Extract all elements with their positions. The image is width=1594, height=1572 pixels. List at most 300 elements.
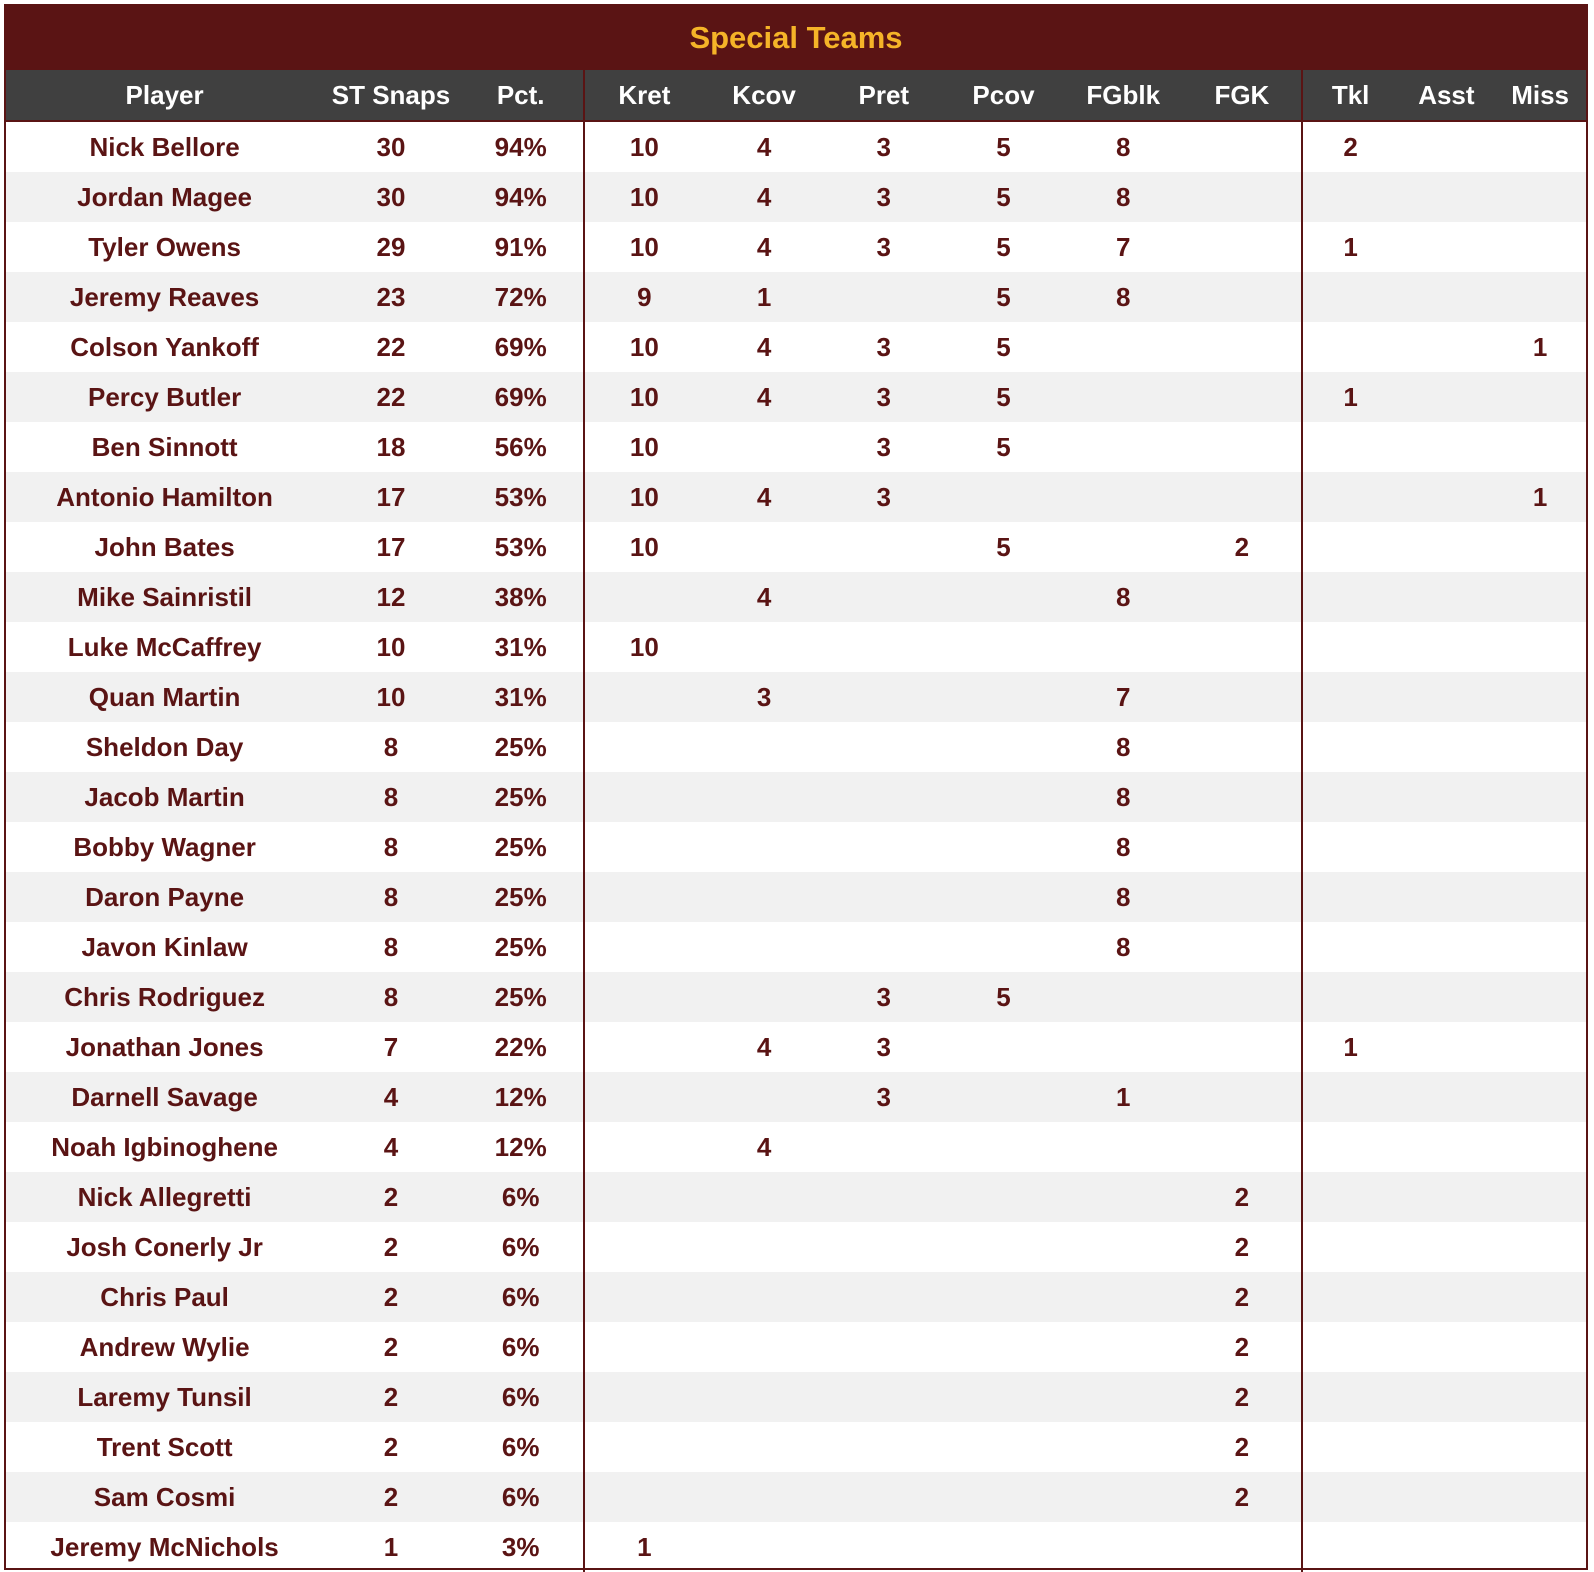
- stat-cell: [1303, 322, 1399, 372]
- stat-cell: 69%: [459, 372, 585, 422]
- stat-cell: 6%: [459, 1472, 585, 1522]
- stat-cell: [1494, 122, 1586, 172]
- stat-cell: [1303, 972, 1399, 1022]
- player-name-cell: Jeremy Reaves: [69, 281, 260, 312]
- stat-cell: [824, 1322, 944, 1372]
- table-row: [6, 372, 1586, 422]
- stat-cell: [1399, 872, 1495, 922]
- player-name-cell: Bobby Wagner: [73, 831, 256, 862]
- stat-cell: [585, 722, 705, 772]
- table-row: [6, 472, 1586, 522]
- table-row: [6, 872, 1586, 922]
- player-name-cell: Mike Sainristil: [77, 581, 253, 612]
- stat-cell: 53%: [459, 472, 585, 522]
- stat-cell: [1183, 572, 1303, 622]
- stat-cell: [1063, 1272, 1183, 1322]
- stat-cell: 8: [1115, 581, 1131, 612]
- stat-cell: [585, 1022, 705, 1072]
- stat-cell: [704, 922, 824, 972]
- stat-cell: [824, 872, 944, 922]
- stat-cell: [824, 1172, 944, 1222]
- stat-cell: 2: [383, 1281, 399, 1312]
- stat-cell: [1063, 1472, 1183, 1522]
- table-row: [6, 1072, 1586, 1122]
- stat-cell: [585, 972, 705, 1022]
- stat-cell: [1399, 822, 1495, 872]
- stat-cell: 6%: [459, 1172, 585, 1222]
- table-title: Special Teams: [6, 6, 1586, 70]
- stat-cell: 25%: [459, 822, 585, 872]
- stat-cell: 8: [383, 781, 399, 812]
- stat-cell: 94%: [459, 122, 585, 172]
- stat-cell: 8: [383, 981, 399, 1012]
- stat-cell: 4: [383, 1131, 399, 1162]
- stat-cell: [1063, 372, 1183, 422]
- stat-cell: [1399, 572, 1495, 622]
- stat-cell: [1183, 272, 1303, 322]
- stat-cell: 25%: [459, 972, 585, 1022]
- stat-cell: [1183, 172, 1303, 222]
- stat-cell: [1303, 872, 1399, 922]
- stat-cell: [1494, 1472, 1586, 1522]
- table-row: [6, 122, 1586, 172]
- player-name-cell: Nick Bellore: [89, 131, 240, 162]
- player-name-cell: Luke McCaffrey: [67, 631, 262, 662]
- stat-cell: 38%: [459, 572, 585, 622]
- table-row: [6, 222, 1586, 272]
- stat-cell: 25%: [459, 922, 585, 972]
- stat-cell: 6%: [459, 1322, 585, 1372]
- stat-cell: [1183, 772, 1303, 822]
- stat-cell: 2: [1183, 1372, 1303, 1422]
- stat-cell: [1183, 222, 1303, 272]
- column-header-pcov: Pcov: [972, 79, 1035, 110]
- player-name-cell: Percy Butler: [88, 381, 242, 412]
- stat-cell: [1399, 922, 1495, 972]
- stat-cell: [1494, 722, 1586, 772]
- table-row: [6, 572, 1586, 622]
- stat-cell: [704, 822, 824, 872]
- stat-cell: [824, 722, 944, 772]
- stat-cell: [704, 1472, 824, 1522]
- stat-cell: 8: [1115, 831, 1131, 862]
- stat-cell: [704, 1222, 824, 1272]
- stat-cell: [1303, 1222, 1399, 1272]
- stat-cell: 8: [383, 731, 399, 762]
- stat-cell: [585, 1122, 705, 1172]
- stat-cell: [944, 722, 1064, 772]
- stat-cell: 12%: [459, 1122, 585, 1172]
- stat-cell: [824, 1272, 944, 1322]
- stat-cell: [1494, 972, 1586, 1022]
- table-row: [6, 1322, 1586, 1372]
- player-name-cell: Laremy Tunsil: [77, 1381, 252, 1412]
- stat-cell: [944, 772, 1064, 822]
- stat-cell: 23: [376, 281, 406, 312]
- stat-cell: 1: [756, 281, 772, 312]
- stat-cell: [1399, 1022, 1495, 1072]
- stat-cell: 30: [376, 181, 406, 212]
- stat-cell: [1494, 922, 1586, 972]
- stat-cell: [824, 1522, 944, 1572]
- stat-cell: 8: [1115, 931, 1131, 962]
- stat-cell: [944, 1222, 1064, 1272]
- stat-cell: 2: [1183, 1472, 1303, 1522]
- stat-cell: 10: [629, 331, 659, 362]
- stat-cell: 8: [383, 931, 399, 962]
- stat-cell: [1399, 122, 1495, 172]
- stat-cell: [1183, 622, 1303, 672]
- stat-cell: [1183, 1522, 1303, 1572]
- table-row: [6, 1122, 1586, 1172]
- stat-cell: [1494, 672, 1586, 722]
- player-name-cell: Tyler Owens: [88, 231, 241, 262]
- stat-cell: 69%: [459, 322, 585, 372]
- player-name-cell: Darnell Savage: [71, 1081, 258, 1112]
- stat-cell: [585, 922, 705, 972]
- table-row: [6, 1222, 1586, 1272]
- stat-cell: 7: [1115, 681, 1131, 712]
- stat-cell: [1494, 772, 1586, 822]
- stat-cell: [944, 1072, 1064, 1122]
- stat-cell: [1063, 1172, 1183, 1222]
- column-header-tkl: Tkl: [1331, 79, 1370, 110]
- stat-cell: 5: [996, 131, 1011, 162]
- stat-cell: [1303, 672, 1399, 722]
- stat-cell: [1399, 1472, 1495, 1522]
- player-name-cell: Javon Kinlaw: [81, 931, 248, 962]
- stat-cell: [944, 872, 1064, 922]
- stat-cell: [585, 1172, 705, 1222]
- stat-cell: [1303, 1172, 1399, 1222]
- stat-cell: 10: [629, 231, 659, 262]
- table-row: [6, 772, 1586, 822]
- stat-cell: [1399, 672, 1495, 722]
- stat-cell: [1399, 722, 1495, 772]
- stat-cell: 9: [637, 281, 652, 312]
- stat-cell: [585, 1372, 705, 1422]
- column-header-fgblk: FGblk: [1086, 79, 1161, 110]
- stat-cell: [585, 772, 705, 822]
- stat-cell: 8: [1115, 881, 1131, 912]
- player-name-cell: Quan Martin: [88, 681, 241, 712]
- stat-cell: [1303, 1522, 1399, 1572]
- stat-cell: [824, 572, 944, 622]
- stat-cell: [824, 1372, 944, 1422]
- stat-cell: [1303, 822, 1399, 872]
- stat-cell: [1303, 1272, 1399, 1322]
- stat-cell: [704, 622, 824, 672]
- stat-cell: [1494, 822, 1586, 872]
- stat-cell: [1494, 1422, 1586, 1472]
- stat-cell: 8: [383, 881, 399, 912]
- stat-cell: [1183, 1022, 1303, 1072]
- stat-cell: [944, 822, 1064, 872]
- table-row: [6, 1022, 1586, 1072]
- stat-cell: 7: [1115, 231, 1131, 262]
- player-name-cell: Chris Rodriguez: [64, 981, 265, 1012]
- stat-cell: 10: [629, 381, 659, 412]
- player-name-cell: Ben Sinnott: [91, 431, 238, 462]
- stat-cell: 3%: [459, 1522, 585, 1572]
- stat-cell: [1494, 272, 1586, 322]
- stat-cell: [1303, 272, 1399, 322]
- stat-cell: [1399, 322, 1495, 372]
- stat-cell: 22%: [459, 1022, 585, 1072]
- stat-cell: 4: [756, 1131, 772, 1162]
- stat-cell: 1: [637, 1531, 652, 1562]
- stat-cell: 1: [1343, 381, 1358, 412]
- stat-cell: [1303, 1072, 1399, 1122]
- stat-cell: [1303, 622, 1399, 672]
- stat-cell: [824, 1422, 944, 1472]
- player-name-cell: Andrew Wylie: [79, 1331, 250, 1362]
- stat-cell: 8: [1115, 781, 1131, 812]
- stat-cell: [1399, 172, 1495, 222]
- stat-cell: 10: [629, 431, 659, 462]
- stat-cell: 4: [756, 381, 772, 412]
- stat-cell: [1399, 1122, 1495, 1172]
- stat-cell: [1494, 1372, 1586, 1422]
- stat-cell: 29: [376, 231, 406, 262]
- stat-cell: [1399, 272, 1495, 322]
- player-name-cell: Colson Yankoff: [70, 331, 259, 362]
- stat-cell: [1399, 972, 1495, 1022]
- stat-cell: 3: [876, 131, 892, 162]
- stat-cell: 10: [376, 631, 406, 662]
- stat-cell: 91%: [459, 222, 585, 272]
- stat-cell: [1063, 1522, 1183, 1572]
- table-header: [6, 70, 1586, 122]
- stat-cell: 2: [1183, 1172, 1303, 1222]
- stat-cell: 2: [383, 1331, 399, 1362]
- stat-cell: [944, 1472, 1064, 1522]
- table-row: [6, 972, 1586, 1022]
- stat-cell: [1494, 872, 1586, 922]
- table-row: [6, 1422, 1586, 1472]
- stat-cell: [1399, 1072, 1495, 1122]
- stat-cell: [824, 772, 944, 822]
- stat-cell: [944, 1322, 1064, 1372]
- stat-cell: [1494, 422, 1586, 472]
- stat-cell: 1: [1532, 331, 1548, 362]
- stat-cell: 5: [996, 431, 1011, 462]
- stat-cell: 2: [1183, 1272, 1303, 1322]
- stat-cell: 30: [376, 131, 406, 162]
- stat-cell: [1303, 722, 1399, 772]
- stat-cell: 56%: [459, 422, 585, 472]
- stat-cell: [1183, 722, 1303, 772]
- stat-cell: [1494, 1522, 1586, 1572]
- player-name-cell: Jonathan Jones: [65, 1031, 264, 1062]
- stat-cell: 10: [629, 481, 659, 512]
- stat-cell: 6%: [459, 1222, 585, 1272]
- stat-cell: 12: [376, 581, 406, 612]
- table-row: [6, 1272, 1586, 1322]
- stat-cell: [1063, 522, 1183, 572]
- stat-cell: [1063, 422, 1183, 472]
- stat-cell: [944, 1422, 1064, 1472]
- stat-cell: [585, 1072, 705, 1122]
- column-header-kcov: Kcov: [732, 79, 796, 110]
- player-name-cell: Nick Allegretti: [77, 1181, 252, 1212]
- player-name-cell: Sheldon Day: [85, 731, 244, 762]
- stat-cell: [1063, 1122, 1183, 1172]
- stat-cell: 6%: [459, 1272, 585, 1322]
- stat-cell: 4: [756, 581, 772, 612]
- stat-cell: [1303, 1372, 1399, 1422]
- stat-cell: [1183, 872, 1303, 922]
- table-row: [6, 172, 1586, 222]
- stat-cell: [704, 772, 824, 822]
- stat-cell: 4: [383, 1081, 399, 1112]
- stat-cell: 94%: [459, 172, 585, 222]
- stat-cell: 2: [1343, 131, 1358, 162]
- stat-cell: [1063, 1322, 1183, 1372]
- stat-cell: 2: [1183, 522, 1303, 572]
- column-header-player: Player: [125, 79, 204, 110]
- stat-cell: [1494, 372, 1586, 422]
- stat-cell: [704, 1422, 824, 1472]
- stat-cell: [704, 1072, 824, 1122]
- stat-cell: 1: [1115, 1081, 1131, 1112]
- column-header-kret: Kret: [618, 79, 671, 110]
- stat-cell: [1494, 1122, 1586, 1172]
- stat-cell: [944, 1372, 1064, 1422]
- stat-cell: [1399, 372, 1495, 422]
- stat-cell: 6%: [459, 1372, 585, 1422]
- stat-cell: 5: [996, 181, 1011, 212]
- stat-cell: [944, 622, 1064, 672]
- stat-cell: [704, 1322, 824, 1372]
- stat-cell: [1494, 1022, 1586, 1072]
- stat-cell: [1494, 222, 1586, 272]
- stat-cell: 2: [383, 1231, 399, 1262]
- stat-cell: [1494, 172, 1586, 222]
- stat-cell: 3: [876, 1031, 892, 1062]
- stat-cell: 1: [383, 1531, 399, 1562]
- stat-cell: [1303, 522, 1399, 572]
- stat-cell: [1494, 1172, 1586, 1222]
- stat-cell: [704, 872, 824, 922]
- stat-cell: 2: [383, 1431, 399, 1462]
- column-header-pct: Pct.: [459, 70, 585, 120]
- stat-cell: 3: [876, 231, 892, 262]
- table-row: [6, 422, 1586, 472]
- stat-cell: [944, 1172, 1064, 1222]
- stat-cell: [585, 1222, 705, 1272]
- stat-cell: [1303, 1322, 1399, 1372]
- stat-cell: 25%: [459, 872, 585, 922]
- stat-cell: [1183, 472, 1303, 522]
- stat-cell: [585, 572, 705, 622]
- player-name-cell: Jacob Martin: [84, 781, 245, 812]
- stat-cell: 2: [1183, 1322, 1303, 1372]
- stat-cell: [824, 622, 944, 672]
- stat-cell: [944, 1022, 1064, 1072]
- stat-cell: 18: [376, 431, 406, 462]
- stat-cell: 7: [383, 1031, 399, 1062]
- player-name-cell: Sam Cosmi: [93, 1481, 236, 1512]
- stat-cell: [1183, 122, 1303, 172]
- stat-cell: 4: [756, 231, 772, 262]
- stat-cell: [1303, 472, 1399, 522]
- stat-cell: [1063, 972, 1183, 1022]
- header-row: [6, 70, 1586, 120]
- table-row: [6, 672, 1586, 722]
- stat-cell: 3: [876, 481, 892, 512]
- table-row: [6, 1172, 1586, 1222]
- stat-cell: 5: [996, 381, 1011, 412]
- stat-cell: 17: [376, 531, 406, 562]
- stat-cell: 3: [876, 181, 892, 212]
- player-name-cell: Antonio Hamilton: [56, 481, 273, 512]
- stat-cell: [1399, 1172, 1495, 1222]
- stat-cell: [1494, 1272, 1586, 1322]
- stat-cell: [1494, 1072, 1586, 1122]
- table-row: [6, 622, 1586, 672]
- stat-cell: [1399, 772, 1495, 822]
- stat-cell: [1063, 472, 1183, 522]
- stat-cell: [1303, 1122, 1399, 1172]
- stat-cell: [585, 1322, 705, 1372]
- stat-cell: 2: [383, 1181, 399, 1212]
- column-header-st-snaps: ST Snaps: [331, 79, 451, 110]
- stat-cell: [1183, 422, 1303, 472]
- stat-cell: [1183, 922, 1303, 972]
- stat-cell: [1303, 1472, 1399, 1522]
- stat-cell: 12%: [459, 1072, 585, 1122]
- stat-cell: [1494, 522, 1586, 572]
- stat-cell: 8: [1115, 281, 1131, 312]
- stat-cell: 25%: [459, 772, 585, 822]
- stat-cell: [824, 522, 944, 572]
- table-row: [6, 1472, 1586, 1522]
- stat-cell: [1183, 972, 1303, 1022]
- stat-cell: 22: [376, 331, 406, 362]
- stat-cell: [704, 1372, 824, 1422]
- stat-cell: 1: [1343, 231, 1358, 262]
- stat-cell: [1063, 322, 1183, 372]
- table-row: [6, 1522, 1586, 1572]
- table-row: [6, 722, 1586, 772]
- stat-cell: [1183, 372, 1303, 422]
- stat-cell: [704, 722, 824, 772]
- stat-cell: [824, 822, 944, 872]
- stat-cell: [1399, 1522, 1495, 1572]
- stat-cell: 5: [996, 231, 1011, 262]
- stat-cell: [704, 1522, 824, 1572]
- stat-cell: [944, 1272, 1064, 1322]
- stat-cell: 3: [756, 681, 772, 712]
- player-name-cell: John Bates: [94, 531, 235, 562]
- stat-cell: 17: [376, 481, 406, 512]
- stat-cell: [585, 822, 705, 872]
- stat-cell: 72%: [459, 272, 585, 322]
- stat-cell: [585, 1472, 705, 1522]
- stat-cell: [944, 572, 1064, 622]
- stat-cell: [1399, 222, 1495, 272]
- stat-cell: 5: [996, 281, 1011, 312]
- stat-cell: 31%: [459, 672, 585, 722]
- stat-cell: 10: [629, 631, 659, 662]
- stat-cell: 3: [876, 981, 892, 1012]
- stat-cell: [824, 1472, 944, 1522]
- stat-cell: [704, 1272, 824, 1322]
- column-header-fgk: FGK: [1183, 70, 1303, 120]
- stat-cell: 22: [376, 381, 406, 412]
- stat-cell: 8: [1115, 731, 1131, 762]
